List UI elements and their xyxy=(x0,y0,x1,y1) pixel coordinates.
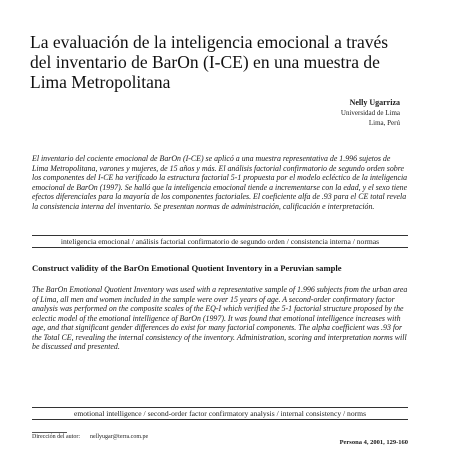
author-affiliation-1: Universidad de Lima xyxy=(340,109,400,117)
author-name: Nelly Ugarriza xyxy=(349,98,400,107)
journal-reference: Persona 4, 2001, 129-160 xyxy=(339,439,408,446)
author-block xyxy=(341,98,400,128)
author-affiliation-2: Lima, Perú xyxy=(368,119,400,127)
author-correspondence xyxy=(32,433,148,441)
article-title-en: Construct validity of the BarOn Emotional Quotient Inventory in a Peruvian sample xyxy=(32,263,342,273)
correspondence-label: Dirección del autor: xyxy=(32,434,80,440)
keywords-en: emotional intelligence / second-order factor confirmatory analysis / internal consistency / norms xyxy=(32,407,408,420)
abstract-es: El inventario del cociente emocional de BarOn (I-CE) se aplicó a una muestra representativa de 1.996 sujetos de Lima Metropolitana, varones y mujeres, de 15 años y más. El análisis factorial confirmatorio de segundo orden sobre los componentes del I-CE ha verificado la estructura factorial 5-1 propuesta por el modelo ecléctico de la inteligencia emocional de BarOn (1997). Se halló que la inteligencia emocional tiende a incrementarse con la edad, y el sexo tiene efectos diferenciales para la mayoría de los componentes factoriales. El coeficiente alfa de .93 para el CE total revela la consistencia interna del inventario. Se presentan normas de administración, calificación e interpretación. xyxy=(32,154,408,211)
abstract-en: The BarOn Emotional Quotient Inventory was used with a representative sample of 1.996 subjects from the urban area of Lima, all men and women included in the sample were over 15 years of age. A second-order confirmatory factor analysis was performed on the composite scales of the EQ-I which verified the 5-1 factorial structure proposed by the eclectic model of the emotional intelligence of BarOn (1997). It was found that emotional intelligence increases with age, and that significant gender differences do exist for many factorial components. The alpha coefficient was .93 for the Total CE, revealing the internal consistency of the inventory. Administration, scoring and interpretation norms will be discussed and presented. xyxy=(32,285,408,351)
keywords-es: inteligencia emocional / análisis factorial confirmatorio de segundo orden / consistencia interna / normas xyxy=(32,235,408,248)
author-email: nellyugar@terra.com.pe xyxy=(89,434,149,440)
article-title-es: La evaluación de la inteligencia emocional a través del inventario de BarOn (I-CE) en una muestra de Lima Metropolitana xyxy=(30,31,389,92)
